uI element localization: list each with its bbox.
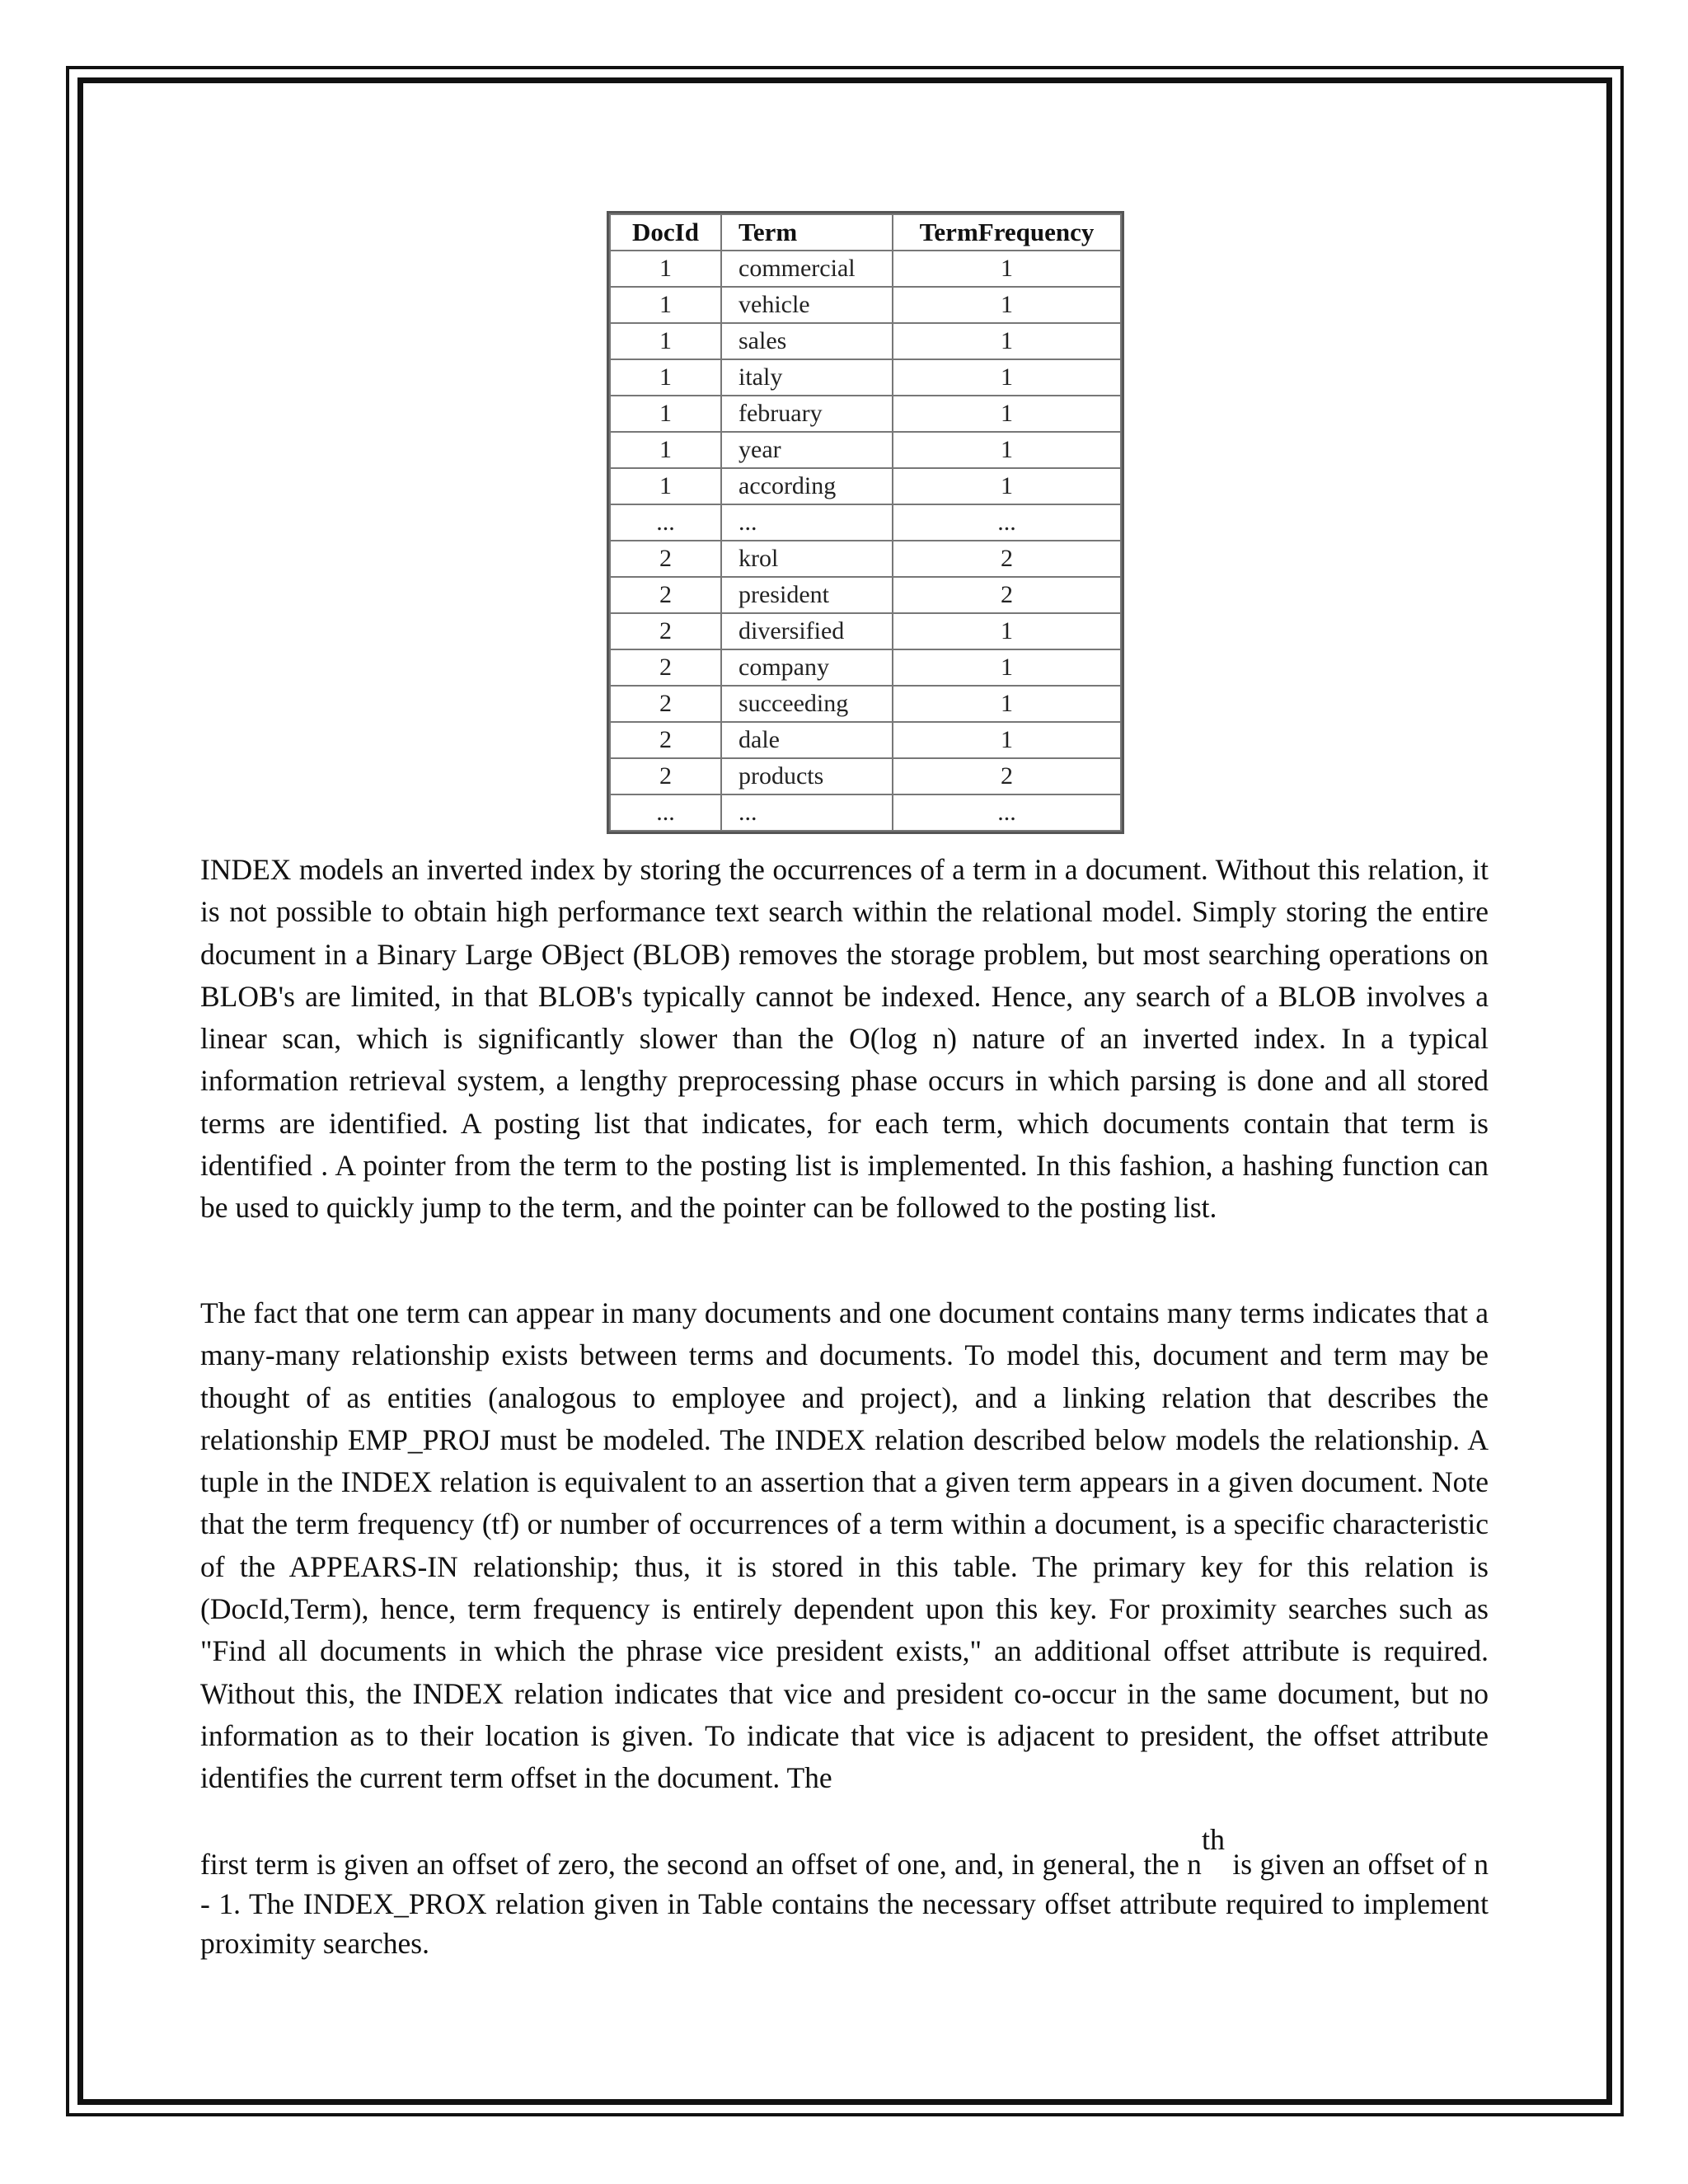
cell-term: ... xyxy=(721,504,893,541)
table-row xyxy=(610,468,1121,504)
cell-docid: ... xyxy=(610,504,721,541)
index-table xyxy=(609,213,1122,832)
header-term: Term xyxy=(721,214,893,251)
cell-termfrequency: ... xyxy=(893,794,1121,831)
cell-term: vehicle xyxy=(721,287,893,323)
table-row xyxy=(610,396,1121,432)
cell-docid: 1 xyxy=(610,287,721,323)
paragraph-offset xyxy=(200,1823,1489,1963)
cell-termfrequency: 1 xyxy=(893,396,1121,432)
table-row xyxy=(610,613,1121,649)
header-docid: DocId xyxy=(610,214,721,251)
cell-term: year xyxy=(721,432,893,468)
cell-term: according xyxy=(721,468,893,504)
table-row xyxy=(610,323,1121,359)
index-table-container xyxy=(607,211,1124,834)
cell-termfrequency: 1 xyxy=(893,722,1121,758)
cell-termfrequency: 1 xyxy=(893,287,1121,323)
cell-docid: 1 xyxy=(610,251,721,287)
cell-term: ... xyxy=(721,794,893,831)
superscript-th: th xyxy=(1201,1823,1225,1856)
table-row xyxy=(610,541,1121,577)
table-row xyxy=(610,758,1121,794)
cell-docid: 1 xyxy=(610,323,721,359)
cell-termfrequency: 1 xyxy=(893,432,1121,468)
header-termfrequency: TermFrequency xyxy=(893,214,1121,251)
cell-docid: 1 xyxy=(610,396,721,432)
cell-term: sales xyxy=(721,323,893,359)
cell-docid: 2 xyxy=(610,577,721,613)
cell-term: february xyxy=(721,396,893,432)
cell-term: commercial xyxy=(721,251,893,287)
cell-termfrequency: ... xyxy=(893,504,1121,541)
cell-docid: 2 xyxy=(610,758,721,794)
table-row xyxy=(610,432,1121,468)
cell-term: krol xyxy=(721,541,893,577)
cell-termfrequency: 1 xyxy=(893,323,1121,359)
table-body xyxy=(610,251,1121,831)
cell-term: company xyxy=(721,649,893,686)
paragraph-offset-text-end: is given an offset of n - 1. The INDEX_PROX relation given in Table contains the necessary offset attribute required to implement proximity searches. xyxy=(200,1848,1489,1960)
cell-docid: ... xyxy=(610,794,721,831)
paragraph-many-many-relationship: The fact that one term can appear in many documents and one document contains many terms indicates that a many-many relationship exists between terms and documents. To model this, document and term may be thought of as entities (analogous to employee and project), and a linking relation that describes the relationship EMP_PROJ must be modeled. The INDEX relation described below models the relationship. A tuple in the INDEX relation is equivalent to an assertion that a given term appears in a given document. Note that the term frequency (tf) or number of occurrences of a term within a document, is a specific characteristic of the APPEARS-IN relationship; thus, it is stored in this table. The primary key for this relation is (DocId,Term), hence, term frequency is entirely dependent upon this key. For proximity searches such as "Find all documents in which the phrase vice president exists," an additional offset attribute is required. Without this, the INDEX relation indicates that vice and president co-occur in the same document, but no information as to their location is given. To indicate that vice is adjacent to president, the offset attribute identifies the current term offset in the document. The xyxy=(200,1296,1489,1795)
cell-termfrequency: 1 xyxy=(893,649,1121,686)
cell-term: dale xyxy=(721,722,893,758)
cell-term: products xyxy=(721,758,893,794)
cell-termfrequency: 1 xyxy=(893,359,1121,396)
cell-term: president xyxy=(721,577,893,613)
paragraph-offset-text-start: first term is given an offset of zero, the second an offset of one, and, in general, the n xyxy=(200,1848,1202,1881)
cell-termfrequency: 2 xyxy=(893,758,1121,794)
cell-termfrequency: 2 xyxy=(893,577,1121,613)
cell-termfrequency: 2 xyxy=(893,541,1121,577)
paragraph-inverted-index: INDEX models an inverted index by storing the occurrences of a term in a document. Without this relation, it is not possible to obtain high performance text search within the relational model. Simply storing the entire document in a Binary Large OBject (BLOB) removes the storage problem, but most searching operations on BLOB's are limited, in that BLOB's typically cannot be indexed. Hence, any search of a BLOB involves a linear scan, which is significantly slower than the O(log n) nature of an inverted index. In a typical information retrieval system, a lengthy preprocessing phase occurs in which parsing is done and all stored terms are identified. A posting list that indicates, for each term, which documents contain that term is identified . A pointer from the term to the posting list is implemented. In this fashion, a hashing function can be used to quickly jump to the term, and the pointer can be followed to the posting list. xyxy=(200,853,1489,1225)
cell-docid: 1 xyxy=(610,468,721,504)
table-row xyxy=(610,686,1121,722)
cell-termfrequency: 1 xyxy=(893,468,1121,504)
cell-term: italy xyxy=(721,359,893,396)
table-row xyxy=(610,504,1121,541)
table-row xyxy=(610,251,1121,287)
cell-docid: 2 xyxy=(610,649,721,686)
cell-termfrequency: 1 xyxy=(893,613,1121,649)
cell-docid: 2 xyxy=(610,613,721,649)
cell-termfrequency: 1 xyxy=(893,251,1121,287)
table-row xyxy=(610,359,1121,396)
table-header-row xyxy=(610,214,1121,251)
table-row xyxy=(610,722,1121,758)
cell-docid: 1 xyxy=(610,432,721,468)
cell-docid: 2 xyxy=(610,686,721,722)
cell-term: diversified xyxy=(721,613,893,649)
cell-docid: 2 xyxy=(610,541,721,577)
cell-docid: 2 xyxy=(610,722,721,758)
table-row xyxy=(610,287,1121,323)
cell-termfrequency: 1 xyxy=(893,686,1121,722)
cell-term: succeeding xyxy=(721,686,893,722)
table-row xyxy=(610,794,1121,831)
table-row xyxy=(610,577,1121,613)
table-row xyxy=(610,649,1121,686)
cell-docid: 1 xyxy=(610,359,721,396)
